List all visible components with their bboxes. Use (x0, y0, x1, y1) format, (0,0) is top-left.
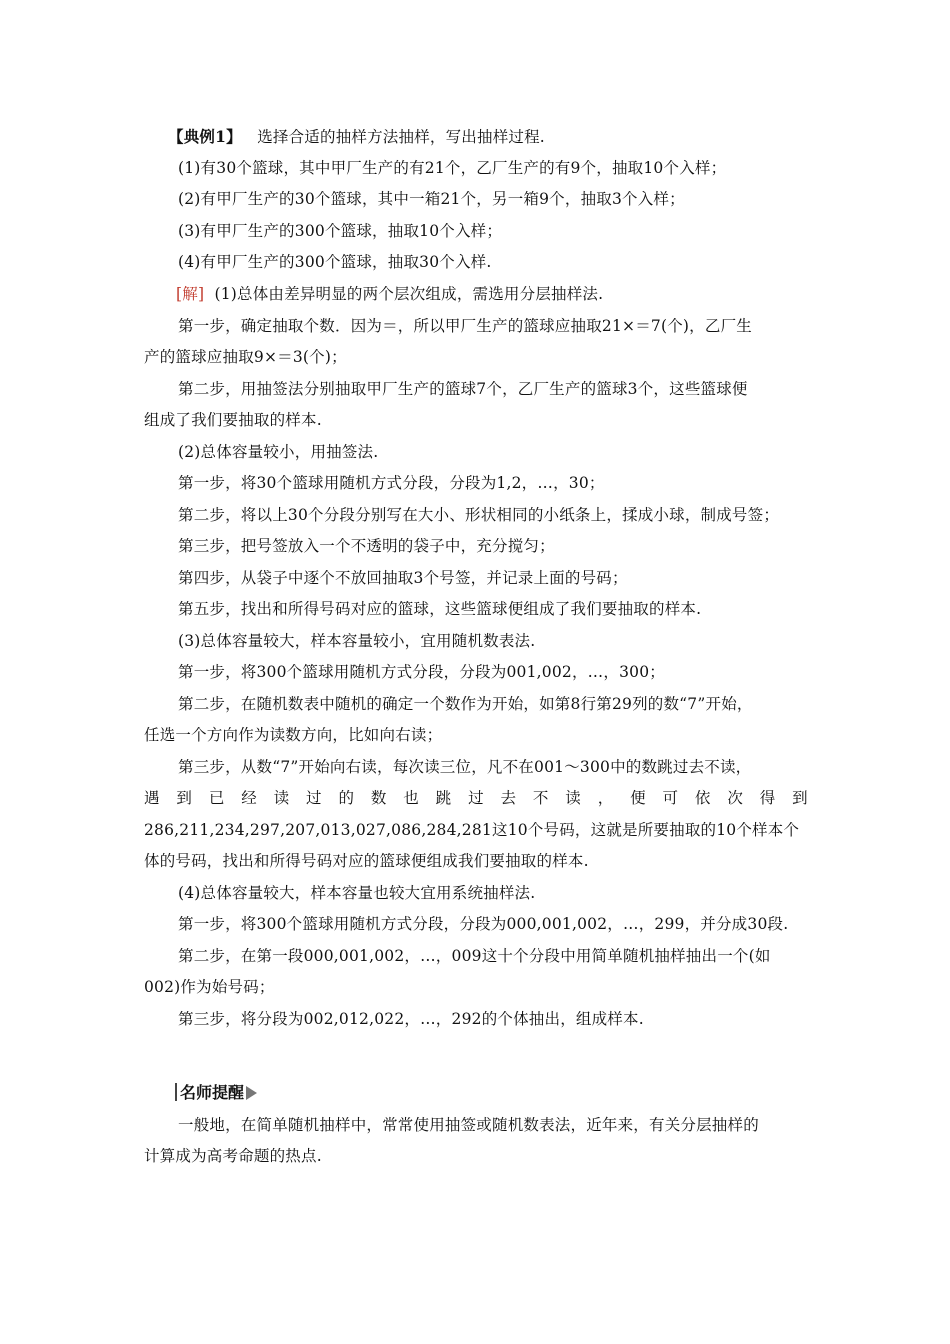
example-item-4: (4)有甲厂生产的300个篮球，抽取30个入样. (178, 253, 492, 271)
solution-line: 第二步，将以上30个分段分别写在大小、形状相同的小纸条上，揉成小球，制成号签； (178, 506, 780, 524)
triangle-right-icon (246, 1086, 257, 1100)
solution-line: 任选一个方向作为读数方向，比如向右读； (144, 726, 443, 744)
solution-line: 第一步，将30个篮球用随机方式分段，分段为1,2，…，30； (178, 474, 605, 492)
justified-char: 到 (792, 789, 808, 807)
solution-first-line (176, 284, 603, 304)
solution-line: 第五步，找出和所得号码对应的篮球，这些篮球便组成了我们要抽取的样本. (178, 600, 702, 618)
solution-line: 第二步，在第一段000,001,002，…，009这十个分段中用简单随机抽样抽出一个(如 (178, 947, 771, 965)
solution-line: 第二步，在随机数表中随机的确定一个数作为开始，如第8行第29列的数“7”开始， (178, 695, 753, 713)
solution-line: 组成了我们要抽取的样本. (144, 411, 322, 429)
justified-char: 不 (532, 789, 549, 807)
justified-char: 也 (403, 789, 419, 807)
solution-line: 第一步，将300个篮球用随机方式分段，分段为001,002，…，300； (178, 663, 665, 681)
solution-justified-line (144, 788, 808, 808)
justified-char: 次 (727, 789, 744, 807)
justified-char: 读 (273, 789, 290, 807)
justified-char: 得 (759, 789, 776, 807)
justified-char: 可 (662, 789, 679, 807)
note-line: 计算成为高考命题的热点. (144, 1147, 322, 1165)
note-heading (175, 1082, 257, 1104)
justified-char: 跳 (435, 789, 452, 807)
solution-line: 第三步，把号签放入一个不透明的袋子中，充分搅匀； (178, 537, 555, 555)
solution-line: 第四步，从袋子中逐个不放回抽取3个号签，并记录上面的号码； (178, 569, 628, 587)
example-prompt: 选择合适的抽样方法抽样，写出抽样过程. (257, 128, 545, 146)
justified-char: 到 (176, 789, 193, 807)
solution-line: 第二步，用抽签法分别抽取甲厂生产的篮球7个，乙厂生产的篮球3个，这些篮球便 (178, 380, 748, 398)
example-heading (168, 127, 545, 147)
justified-char: 过 (468, 789, 484, 807)
note-title: 名师提醒 (180, 1083, 245, 1102)
justified-char: 过 (306, 789, 322, 807)
solution-line: 第三步，从数“7”开始向右读，每次读三位，凡不在001～300中的数跳过去不读， (178, 758, 752, 776)
justified-char: 去 (500, 789, 517, 807)
note-line: 一般地，在简单随机抽样中，常常使用抽签或随机数表法，近年来，有关分层抽样的 (178, 1116, 759, 1134)
example-item-2: (2)有甲厂生产的30个篮球，其中一箱21个，另一箱9个，抽取3个入样； (178, 190, 685, 208)
example-item-3: (3)有甲厂生产的300个篮球，抽取10个入样； (178, 222, 503, 240)
solution-line: 第三步，将分段为002,012,022，…，292的个体抽出，组成样本. (178, 1010, 644, 1028)
solution-tag: [解] (176, 285, 205, 303)
justified-char: 遇 (144, 789, 160, 807)
justified-char: 便 (630, 789, 646, 807)
solution-line: 002)作为始号码； (144, 978, 275, 996)
solution-line: 体的号码，找出和所得号码对应的篮球便组成我们要抽取的样本. (144, 852, 589, 870)
solution-line: (2)总体容量较小，用抽签法. (178, 443, 379, 461)
justified-char: 的 (338, 789, 355, 807)
example-item-1: (1)有30个篮球，其中甲厂生产的有21个，乙厂生产的有9个，抽取10个入样； (178, 159, 727, 177)
justified-char: 数 (370, 789, 387, 807)
justified-char: 读 (565, 789, 581, 807)
solution-first-text: (1)总体由差异明显的两个层次组成，需选用分层抽样法. (214, 285, 604, 303)
solution-line: 产的篮球应抽取9×＝3(个)； (144, 348, 347, 366)
justified-char: ， (597, 789, 614, 807)
solution-line: (4)总体容量较大，样本容量也较大宜用系统抽样法. (178, 884, 536, 902)
solution-line: 第一步，将300个篮球用随机方式分段，分段为000,001,002，…，299，并分成30段. (178, 915, 789, 933)
solution-line: (3)总体容量较大，样本容量较小，宜用随机数表法. (178, 632, 536, 650)
justified-char: 依 (694, 789, 711, 807)
justified-char: 已 (208, 789, 225, 807)
solution-line: 286,211,234,297,207,013,027,086,284,281这10个号码，这就是所要抽取的10个样本个 (144, 821, 800, 839)
solution-line: 第一步，确定抽取个数．因为＝，所以甲厂生产的篮球应抽取21×＝7(个)，乙厂生 (178, 317, 752, 335)
justified-char: 经 (241, 789, 257, 807)
note-bar (175, 1083, 177, 1101)
example-tag: 【典例1】 (168, 127, 242, 146)
